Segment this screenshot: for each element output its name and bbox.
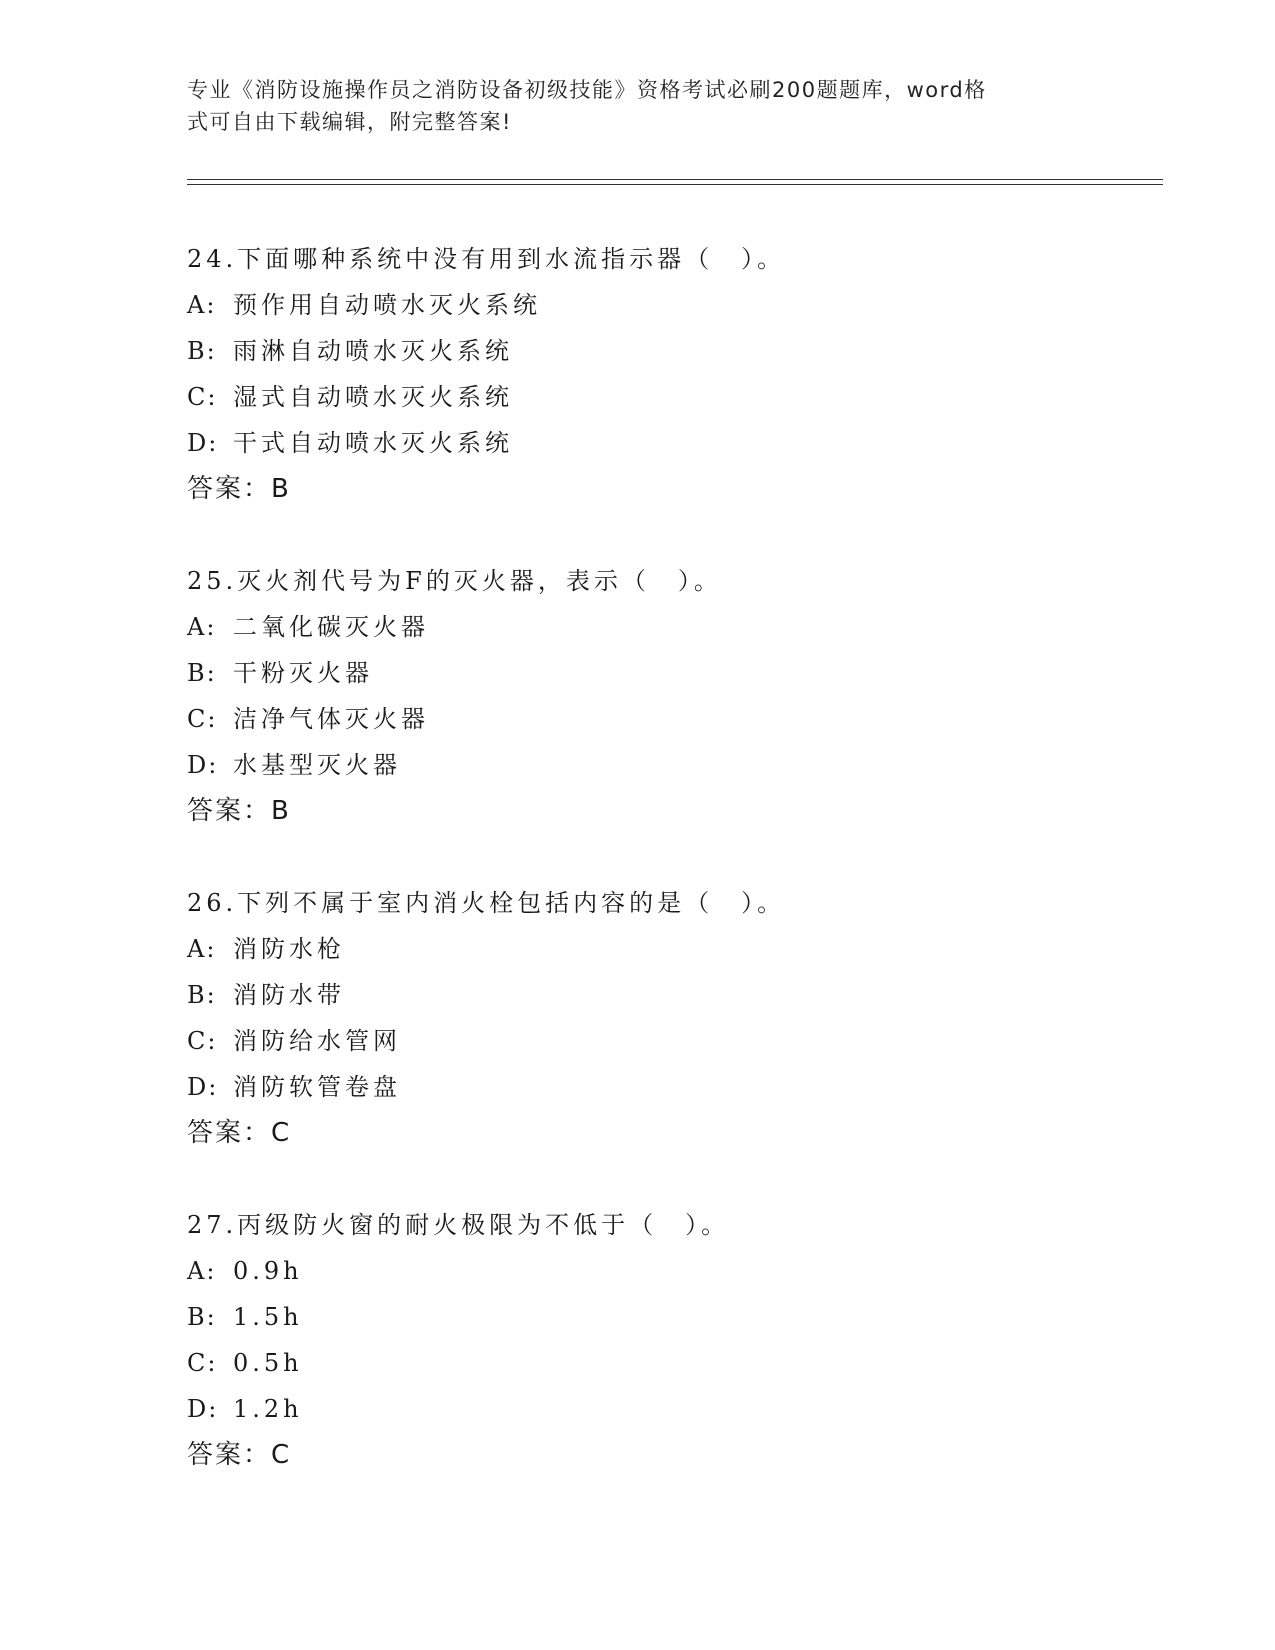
question-26 (187, 880, 1147, 1156)
option-text: 预作用自动喷水灭火系统 (233, 291, 541, 319)
option-key: A: (187, 613, 217, 641)
option-text: 干粉灭火器 (233, 659, 373, 687)
option-text: 干式自动喷水灭火系统 (233, 429, 513, 457)
option-text: 消防软管卷盘 (233, 1073, 401, 1101)
option-a (187, 926, 1147, 972)
option-key: A: (187, 291, 217, 319)
question-27 (187, 1202, 1147, 1478)
option-key: C: (187, 705, 218, 733)
option-c (187, 1340, 1147, 1386)
header-divider-bottom (187, 184, 1163, 185)
option-a (187, 1248, 1147, 1294)
header-line-1: 专业《消防设施操作员之消防设备初级技能》资格考试必刷200题题库，word格 (187, 78, 987, 102)
option-a (187, 282, 1147, 328)
answer-line: 答案：C (187, 1440, 292, 1470)
option-key: A: (187, 935, 217, 963)
option-c (187, 696, 1147, 742)
document-header (187, 74, 1087, 138)
option-b (187, 972, 1147, 1018)
option-d (187, 1386, 1147, 1432)
option-text: 消防水枪 (233, 935, 345, 963)
option-key: B: (187, 337, 217, 365)
option-b (187, 328, 1147, 374)
option-text: 水基型灭火器 (233, 751, 401, 779)
header-divider-top (187, 179, 1163, 180)
option-key: C: (187, 383, 218, 411)
option-d (187, 1064, 1147, 1110)
option-text: 0.5h (233, 1349, 303, 1377)
option-key: A: (187, 1257, 217, 1285)
option-d (187, 742, 1147, 788)
question-stem: 27.丙级防火窗的耐火极限为不低于（ ）。 (187, 1211, 730, 1239)
question-25 (187, 558, 1147, 834)
option-key: B: (187, 981, 217, 1009)
option-text: 0.9h (233, 1257, 303, 1285)
answer-line: 答案：C (187, 1118, 292, 1148)
option-text: 洁净气体灭火器 (233, 705, 429, 733)
answer-line: 答案：B (187, 796, 291, 826)
option-key: B: (187, 1303, 217, 1331)
answer-line: 答案：B (187, 474, 291, 504)
option-text: 1.2h (233, 1395, 303, 1423)
question-stem: 24.下面哪种系统中没有用到水流指示器（ ）。 (187, 245, 786, 273)
option-key: C: (187, 1027, 218, 1055)
option-text: 雨淋自动喷水灭火系统 (233, 337, 513, 365)
option-c (187, 374, 1147, 420)
option-text: 湿式自动喷水灭火系统 (233, 383, 513, 411)
option-text: 1.5h (233, 1303, 303, 1331)
option-key: D: (187, 1395, 219, 1423)
question-stem: 26.下列不属于室内消火栓包括内容的是（ ）。 (187, 889, 786, 917)
option-key: D: (187, 1073, 219, 1101)
question-stem: 25.灭火剂代号为F的灭火器，表示（ ）。 (187, 567, 722, 595)
option-b (187, 1294, 1147, 1340)
option-key: D: (187, 429, 219, 457)
option-text: 消防水带 (233, 981, 345, 1009)
option-c (187, 1018, 1147, 1064)
question-24 (187, 236, 1147, 512)
option-a (187, 604, 1147, 650)
option-text: 二氧化碳灭火器 (233, 613, 429, 641)
option-key: D: (187, 751, 219, 779)
option-b (187, 650, 1147, 696)
header-line-2: 式可自由下载编辑，附完整答案! (187, 110, 512, 134)
option-key: B: (187, 659, 217, 687)
option-d (187, 420, 1147, 466)
option-text: 消防给水管网 (233, 1027, 401, 1055)
option-key: C: (187, 1349, 218, 1377)
